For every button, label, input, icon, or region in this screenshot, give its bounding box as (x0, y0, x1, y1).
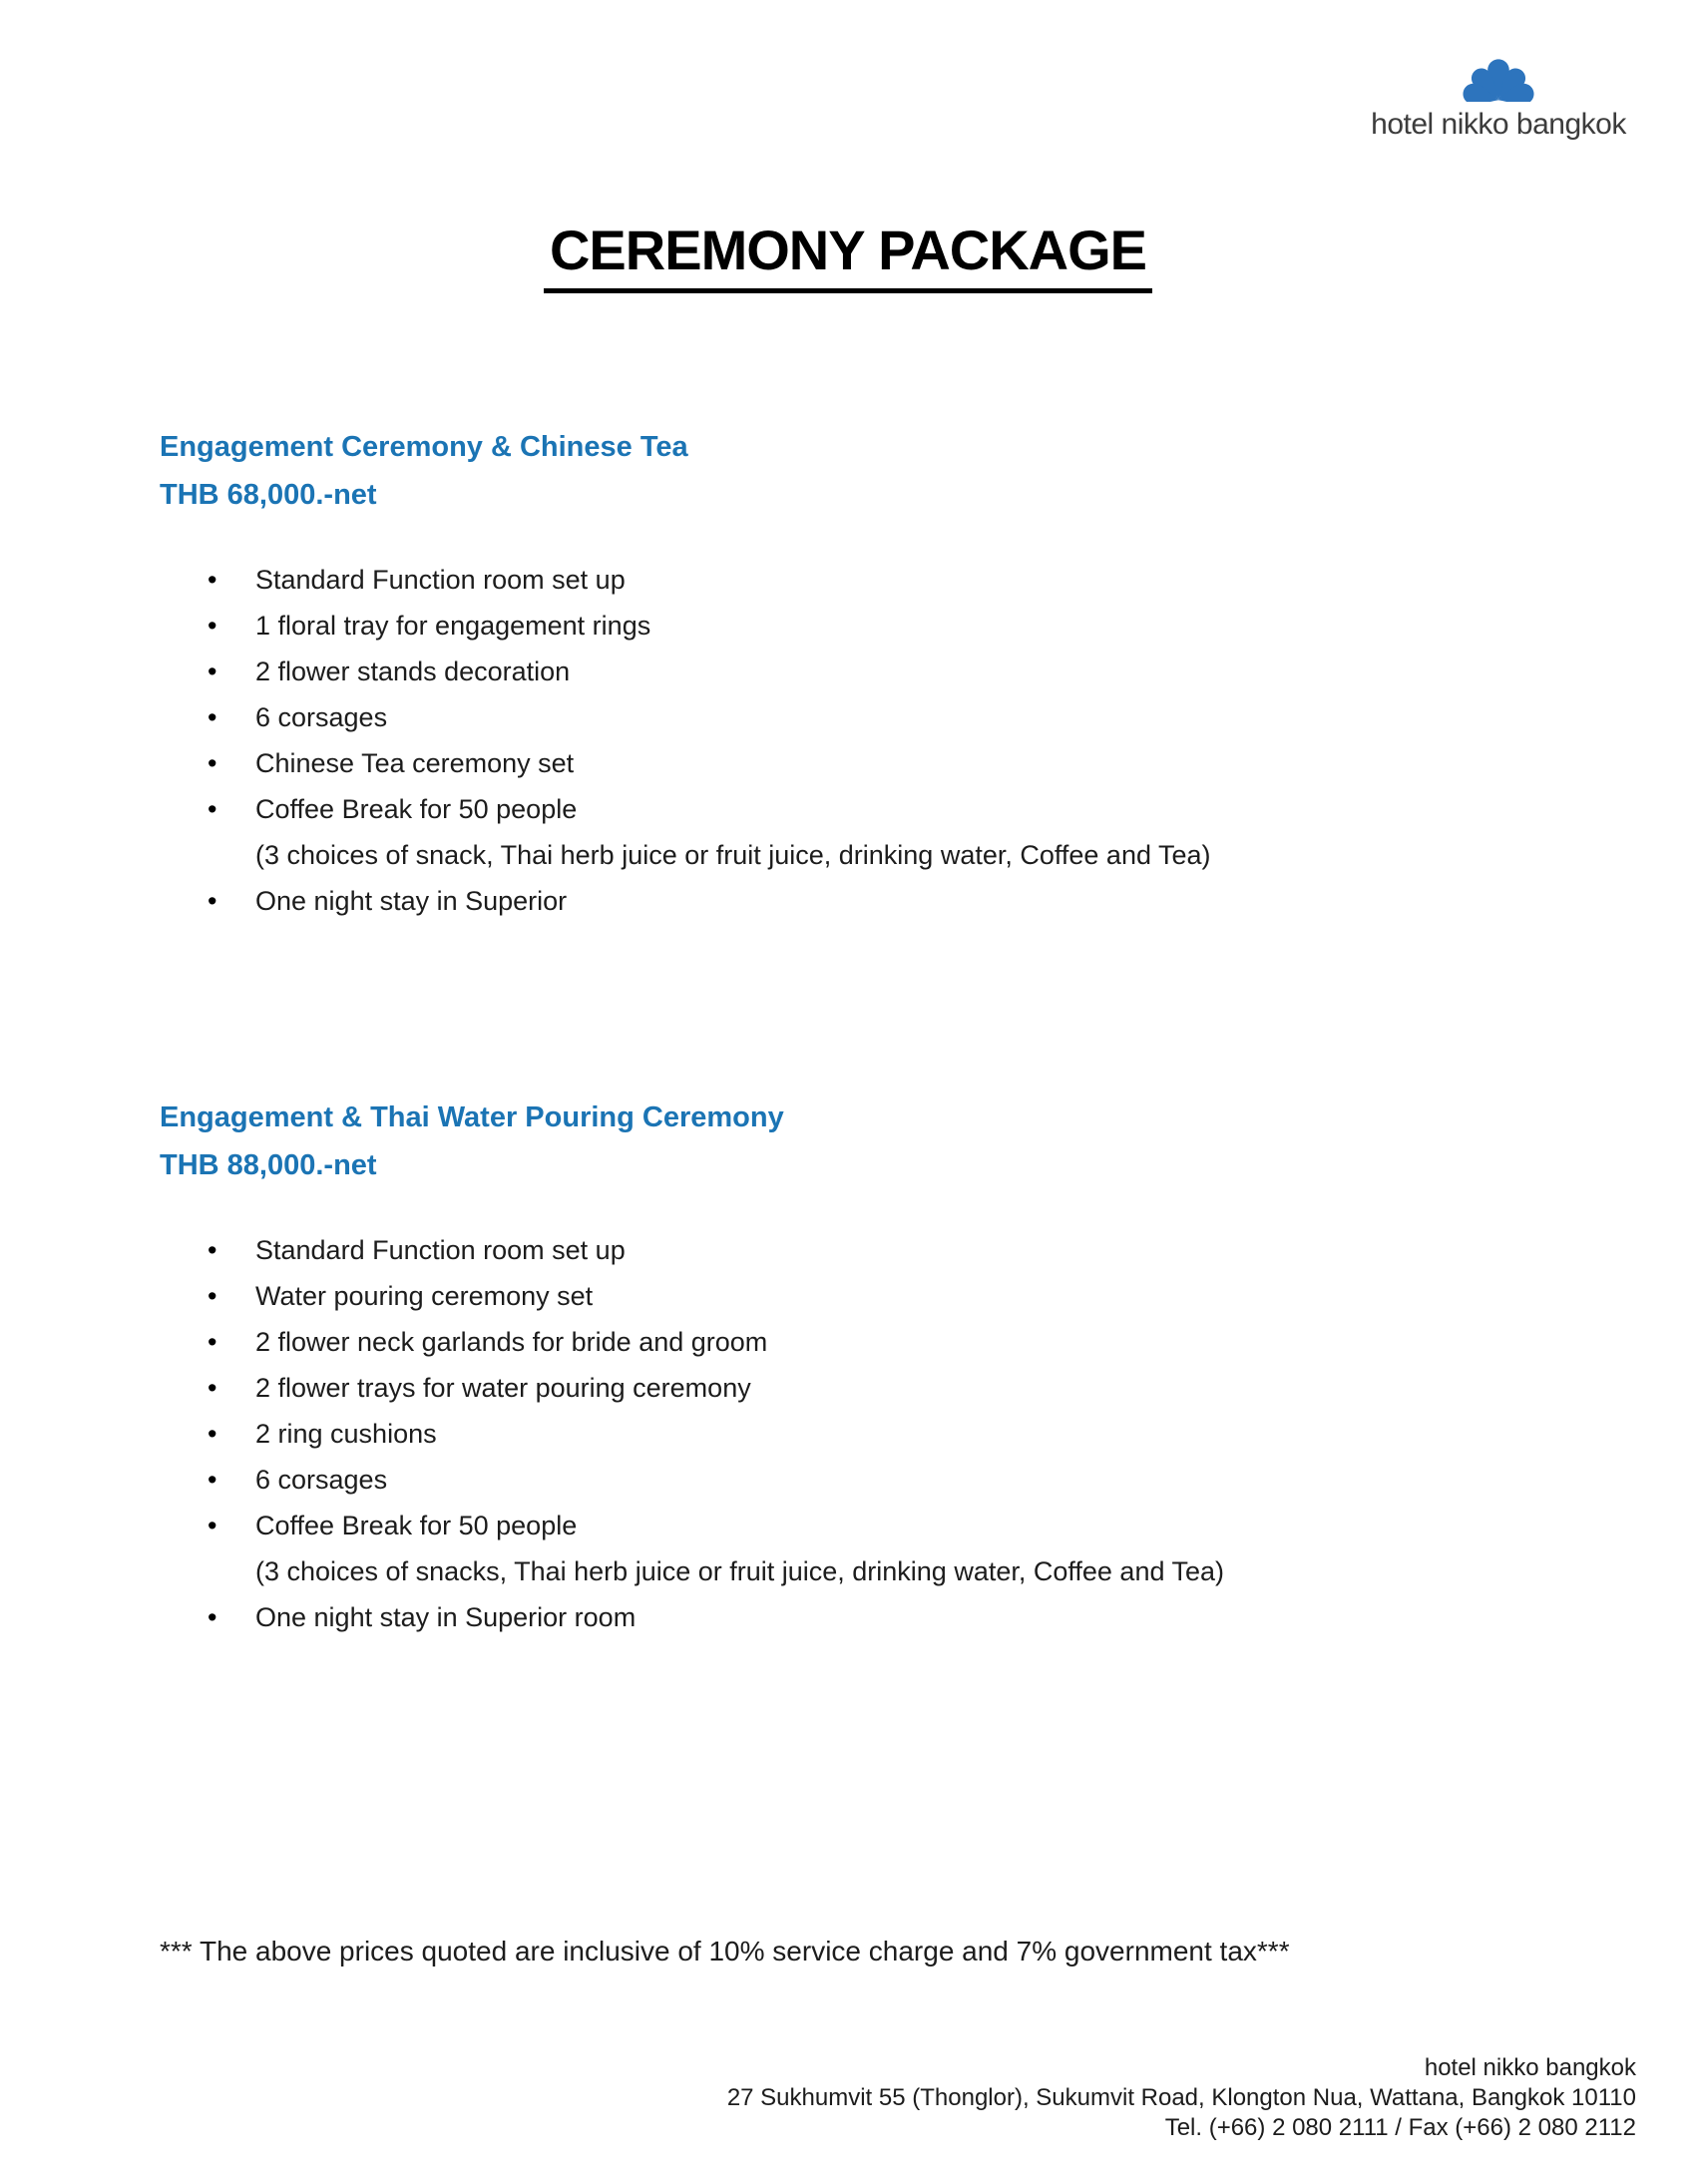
bullet-icon: • (208, 1465, 217, 1495)
list-item-text: 2 ring cushions (255, 1419, 437, 1449)
list-item-text: One night stay in Superior (255, 886, 568, 916)
footer-street-address: 27 Sukhumvit 55 (Thonglor), Sukumvit Road, Klongton Nua, Wattana, Bangkok 10110 (726, 2084, 1636, 2111)
section-price: THB 68,000.-net (160, 479, 377, 511)
list-item-text: Standard Function room set up (255, 565, 626, 595)
list-item-text: 6 corsages (255, 702, 388, 732)
package-items-list (160, 1227, 1576, 1640)
list-item-subtext: (3 choices of snack, Thai herb juice or fruit juice, drinking water, Coffee and Tea) (255, 840, 1211, 870)
package-items-list (160, 557, 1576, 924)
hotel-logo-text: hotel nikko bangkok (1371, 108, 1626, 141)
list-item-subtext: (3 choices of snacks, Thai herb juice or fruit juice, drinking water, Coffee and Tea) (255, 1556, 1225, 1586)
list-item-text: 2 flower trays for water pouring ceremony (255, 1373, 751, 1403)
list-item (160, 1319, 1576, 1365)
list-item (160, 1503, 1576, 1548)
bullet-icon: • (208, 1602, 217, 1632)
list-item-text: One night stay in Superior room (255, 1602, 636, 1632)
list-item-text: 1 floral tray for engagement rings (255, 611, 651, 641)
footer-address (727, 2053, 1636, 2143)
footer-hotel-name: hotel nikko bangkok (1424, 2054, 1636, 2081)
list-item (160, 557, 1576, 603)
list-item (160, 1411, 1576, 1457)
list-item (160, 1594, 1576, 1640)
bullet-icon: • (208, 702, 217, 732)
bullet-icon: • (208, 611, 217, 641)
bullet-icon: • (208, 886, 217, 916)
list-item (160, 1457, 1576, 1503)
hotel-logo (1359, 44, 1638, 142)
list-item (160, 740, 1576, 786)
section-engagement-water-pouring (160, 1093, 1576, 1640)
section-heading: Engagement & Thai Water Pouring Ceremony (160, 1101, 784, 1133)
bullet-icon: • (208, 794, 217, 824)
bullet-icon: • (208, 565, 217, 595)
list-item-text: Water pouring ceremony set (255, 1281, 594, 1311)
list-item (160, 694, 1576, 740)
list-item (160, 603, 1576, 649)
bullet-icon: • (208, 748, 217, 778)
list-item-text: Coffee Break for 50 people (255, 794, 578, 824)
section-price: THB 88,000.-net (160, 1149, 377, 1181)
list-item-text: 2 flower stands decoration (255, 656, 571, 686)
list-item-text: Coffee Break for 50 people (255, 1511, 578, 1540)
nikko-flower-icon (1463, 44, 1534, 102)
bullet-icon: • (208, 1511, 217, 1540)
bullet-icon: • (208, 1373, 217, 1403)
price-inclusive-note: *** The above prices quoted are inclusive of 10% service charge and 7% government tax*** (160, 1936, 1290, 1966)
list-item (160, 649, 1576, 694)
list-item (160, 878, 1576, 924)
list-item-text: Standard Function room set up (255, 1235, 626, 1265)
bullet-icon: • (208, 1235, 217, 1265)
page-title: CEREMONY PACKAGE (544, 218, 1152, 293)
bullet-icon: • (208, 1327, 217, 1357)
list-item (160, 1227, 1576, 1273)
list-item-text: 6 corsages (255, 1465, 388, 1495)
section-heading: Engagement Ceremony & Chinese Tea (160, 431, 688, 463)
bullet-icon: • (208, 656, 217, 686)
list-item-text: 2 flower neck garlands for bride and groom (255, 1327, 768, 1357)
list-item (160, 1365, 1576, 1411)
bullet-icon: • (208, 1419, 217, 1449)
list-item-text: Chinese Tea ceremony set (255, 748, 575, 778)
section-engagement-chinese-tea (160, 423, 1576, 924)
footer-tel-fax: Tel. (+66) 2 080 2111 / Fax (+66) 2 080 2112 (1164, 2114, 1636, 2141)
list-item (160, 786, 1576, 832)
list-item (160, 1273, 1576, 1319)
bullet-icon: • (208, 1281, 217, 1311)
